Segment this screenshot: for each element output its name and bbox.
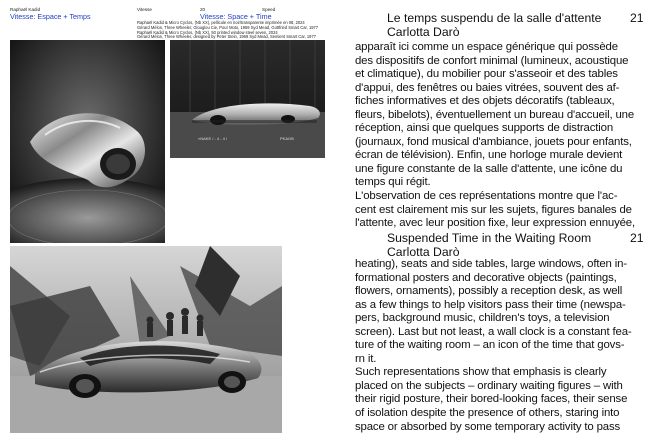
french-essay-title: Le temps suspendu de la salle d'attente	[387, 11, 602, 25]
text-line: réception, ainsi que quelques supports de distraction	[355, 122, 614, 135]
text-line: et climatique), du mobilier pour s'asseoir et des tables	[355, 68, 618, 81]
header-col-vitesse: Vitesse	[137, 7, 152, 12]
text-line: their rigid posture, their bored-looking faces, their sense	[355, 393, 628, 406]
text-line: space or absorbed by some temporary activity to pass	[355, 420, 621, 433]
text-line: fleurs, bibelots), éventuellement un bureau d'accueil, une	[355, 108, 635, 121]
page-number-left: 20	[200, 7, 206, 12]
text-line: écran de télévision). Enfin, une horloge murale devient	[355, 149, 623, 162]
running-header-subtitle: Vitesse: Space + Time	[200, 12, 272, 21]
photo-captions	[137, 21, 318, 40]
text-line: une figure constante de la salle d'attente, une icône du	[355, 162, 623, 175]
streamlined-car-icon	[170, 40, 325, 158]
text-line: placed on the subjects – ordinary waiting figures – with	[355, 379, 623, 392]
text-line: heating), seats and side tables, large windows, often in-	[355, 258, 627, 270]
caption-line: Gérard Mélon, Three Wheeler, Glouglou Cie, Pour Moto, 1969 Syd Mead, Gottfried Smart Car, 1977	[137, 24, 319, 30]
text-line: formational posters and decorative objects (paintings,	[355, 271, 617, 284]
sculpture-photo-icon	[10, 40, 165, 243]
english-essay-body	[355, 258, 665, 434]
text-line: of isolation despite the presence of others, staring into	[355, 407, 620, 420]
french-essay-author: Carlotta Darò	[387, 25, 460, 39]
english-essay-author: Carlotta Darò	[387, 245, 460, 259]
text-line: flowers, ornaments), possibly a reception desk, as well	[355, 285, 623, 298]
english-essay-header	[387, 231, 657, 259]
header-col-speed: Speed	[262, 7, 276, 12]
french-essay-header	[387, 11, 657, 39]
french-essay-body	[355, 41, 665, 231]
text-line: screen). Last but not least, a wall clock is a constant fea-	[355, 325, 632, 338]
text-line: ture of the waiting room – an icon of the time that govs-	[355, 339, 625, 352]
text-line: temps qui régit.	[355, 176, 431, 189]
text-line: fiches informatives et des objets décoratifs (tableaux,	[355, 95, 615, 108]
text-line: pers, background music, children's toys, a television	[355, 312, 610, 325]
car-plate-text-2: PKAGB	[280, 136, 294, 141]
text-line: d'appui, des fenêtres ou baies vitrées, souvent des af-	[355, 81, 620, 94]
running-header-author: Raphaël Kadid	[10, 7, 41, 12]
running-header-title: Vitesse: Espace + Temps	[10, 12, 91, 21]
car-plate-text: «NAKE / - 4 - 4 /	[198, 136, 228, 141]
futuristic-car-icon	[10, 246, 282, 433]
photo-futuristic-car	[10, 246, 282, 433]
text-line: des dispositifs de confort minimal (lumineux, acoustique	[355, 54, 629, 67]
page-number-french: 21	[630, 11, 644, 25]
photo-streamlined-car	[170, 40, 325, 158]
text-line: apparaît ici comme un espace générique qui possède	[355, 41, 618, 53]
caption-line: Raphaël Kadid & Micro Cyclos, (Nb XX), pellicule en noir/transparente imprimée en 08, 2024	[137, 20, 305, 25]
caption-line: Gérard Mélon, Three Wheeler, designed by Peter Stein, 1969 Syd Mead, Sentient Smart Car, 1977	[137, 34, 317, 40]
text-line: rn it.	[355, 352, 377, 365]
english-essay-title: Suspended Time in the Waiting Room	[387, 231, 592, 245]
text-line: as a few things to help visitors pass their time (newspa-	[355, 298, 626, 311]
text-line: Such representations show that emphasis is clearly	[355, 366, 607, 379]
text-line: cent est clairement mis sur les sujets, figures banales de	[355, 203, 632, 216]
text-line: (journaux, fond musical d'ambiance, jouets pour enfants,	[355, 135, 632, 148]
photo-chrome-sculpture	[10, 40, 165, 243]
page-number-english: 21	[630, 231, 644, 245]
text-line: l'attente, avec leur position fixe, leur expression ennuyée,	[355, 217, 636, 230]
text-line: L'observation de ces représentations montre que l'ac-	[355, 190, 618, 203]
caption-line: Raphaël Kadid & Micro Cyclos, (Nb XX), 50 printed window steel seven, 2024	[137, 29, 278, 35]
